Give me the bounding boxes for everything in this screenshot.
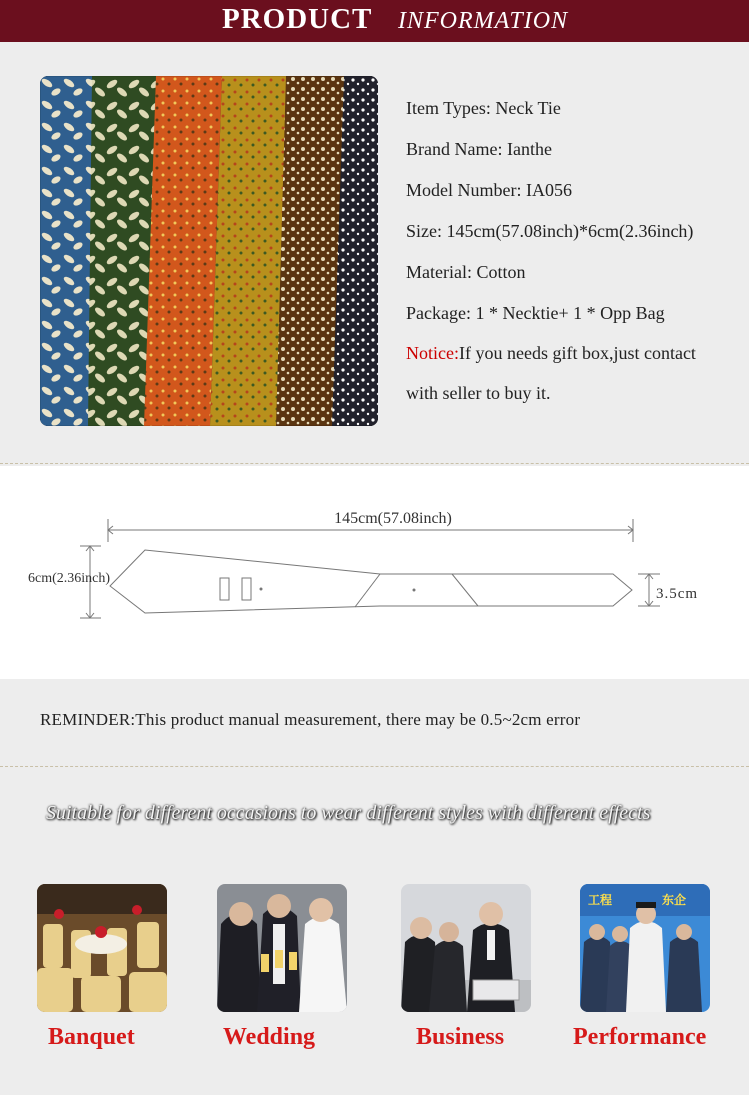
- header-title: PRODUCT: [222, 3, 373, 35]
- spec-material: Material: Cotton: [406, 262, 526, 282]
- diagram-width-label: 6cm(2.36inch): [28, 571, 111, 586]
- occasions-tagline: Suitable for different occasions to wear different styles with different effects: [46, 802, 651, 824]
- reminder-text: REMINDER:This product manual measurement, there may be 0.5~2cm error: [40, 710, 581, 729]
- product-photo: [40, 76, 378, 426]
- header-banner: [0, 0, 749, 42]
- header-subtitle: INFORMATION: [398, 8, 569, 34]
- section-divider-2: [0, 766, 749, 767]
- notice-label: Notice:: [406, 343, 459, 363]
- diagram-length-label: 145cm(57.08inch): [334, 510, 452, 527]
- section-divider: [0, 463, 749, 464]
- spec-notice-line2: with seller to buy it.: [406, 383, 551, 403]
- spec-notice: [406, 343, 696, 364]
- diagram-tip-width-label: 3.5cm: [656, 586, 699, 602]
- occasion-label-business: Business: [416, 1024, 505, 1050]
- occasion-label-wedding: Wedding: [223, 1024, 316, 1050]
- svg-text:工程: 工程: [588, 893, 613, 907]
- spec-package: Package: 1 * Necktie+ 1 * Opp Bag: [406, 303, 665, 323]
- business-photo: [401, 884, 531, 1012]
- occasion-label-performance: Performance: [573, 1024, 707, 1050]
- performance-photo: [580, 884, 710, 1012]
- svg-text:东企: 东企: [662, 893, 687, 907]
- notice-text: If you needs gift box,just contact: [458, 343, 696, 363]
- tie-measurement-diagram: [0, 466, 749, 679]
- spec-model-number: Model Number: IA056: [406, 180, 572, 200]
- wedding-photo: [217, 884, 347, 1012]
- spec-size: Size: 145cm(57.08inch)*6cm(2.36inch): [406, 221, 694, 241]
- banquet-photo: [37, 884, 167, 1012]
- spec-item-type: Item Types: Neck Tie: [406, 98, 561, 118]
- spec-brand-name: Brand Name: Ianthe: [406, 139, 552, 159]
- occasion-label-banquet: Banquet: [48, 1024, 135, 1050]
